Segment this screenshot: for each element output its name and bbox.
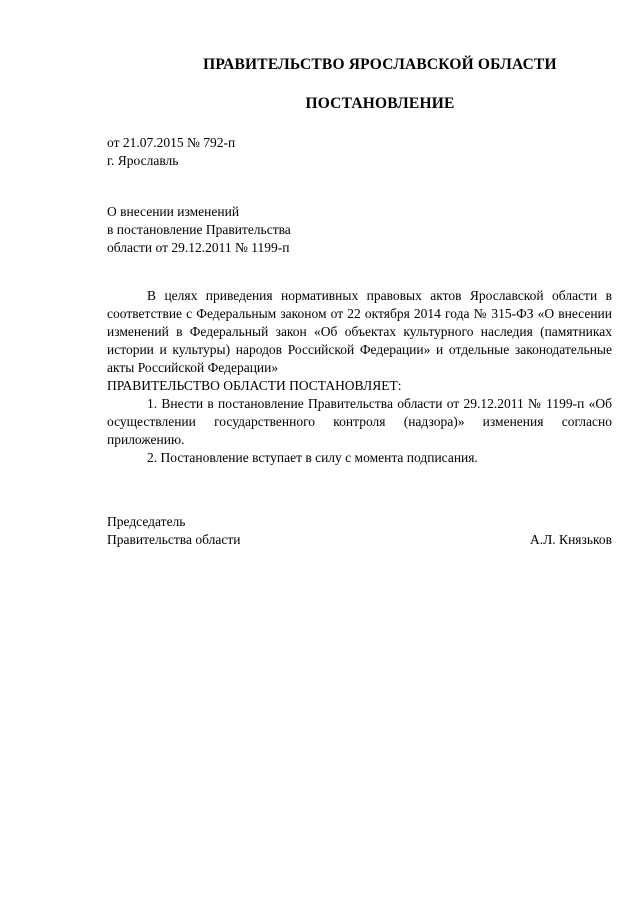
document-subject xyxy=(107,203,291,257)
preamble-paragraph: В целях приведения нормативных правовых актов Ярославской области в соответствие с Федеральным законом от 22 октября 2014 года № 315-ФЗ «О внесении изменений в Федеральный закон «Об объектах культурного наследия (памятниках истории и культуры) народов Российской Федерации» и отдельные законодательные акты Российской Федерации» xyxy=(107,288,612,375)
document-body xyxy=(107,287,612,467)
resolves-line: ПРАВИТЕЛЬСТВО ОБЛАСТИ ПОСТАНОВЛЯЕТ: xyxy=(107,378,402,393)
date-number: от 21.07.2015 № 792-п xyxy=(107,135,236,150)
signatory-name: А.Л. Князьков xyxy=(530,532,612,547)
signature-position-line-1: Председатель xyxy=(107,514,186,529)
subject-line-3: области от 29.12.2011 № 1199-п xyxy=(107,240,290,255)
item-2-paragraph: 2. Постановление вступает в силу с момента подписания. xyxy=(147,450,478,465)
signature-block xyxy=(107,513,612,549)
organization-title: ПРАВИТЕЛЬСТВО ЯРОСЛАВСКОЙ ОБЛАСТИ xyxy=(203,56,557,73)
city: г. Ярославль xyxy=(107,153,179,168)
document-type-title: ПОСТАНОВЛЕНИЕ xyxy=(305,95,455,112)
signature-position-line-2: Правительства области xyxy=(107,532,241,547)
subject-line-1: О внесении изменений xyxy=(107,204,240,219)
subject-line-2: в постановление Правительства xyxy=(107,222,291,237)
document-meta xyxy=(107,134,235,170)
signature-row xyxy=(107,531,612,549)
item-1-paragraph: 1. Внести в постановление Правительства области от 29.12.2011 № 1199-п «Об осуществлении государственного контроля (надзора)» изменения согласно приложению. xyxy=(107,396,612,447)
